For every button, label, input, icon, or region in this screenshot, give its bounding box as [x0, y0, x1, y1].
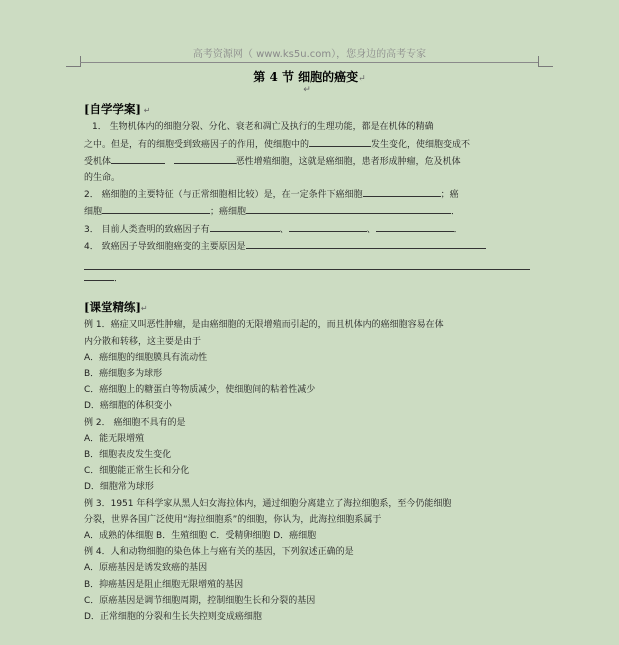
page-title-text: 第 4 节 细胞的癌变: [253, 70, 359, 84]
header-divider: [80, 62, 538, 63]
answer-blank[interactable]: [210, 221, 280, 232]
practice-heading-text: [课堂精练]: [84, 300, 141, 315]
answer-blank[interactable]: [174, 153, 236, 164]
q1-text: 受机体: [84, 156, 112, 167]
ex1-stem: 例 1．癌症又叫恶性肿瘤，是由癌细胞的无限增殖而引起的，而且机体内的癌细胞容易在体: [84, 320, 444, 331]
answer-blank[interactable]: [84, 255, 530, 270]
self-study-heading-text: [自学学案]: [84, 102, 141, 117]
q1-line: [84, 136, 530, 153]
q2-text: ；癌: [440, 190, 459, 201]
ex1-option: A．癌细胞的细胞膜具有流动性: [84, 352, 208, 363]
paragraph-mark-icon: ↵: [358, 74, 366, 84]
q3-text: 3． 目前人类查明的致癌因子有: [84, 224, 210, 235]
ex3-stem: 例 3．1951 年科学家从黑人妇女海拉体内，通过细胞分离建立了海拉细胞系，至今仍能细胞: [84, 498, 452, 509]
q4-line: ．: [84, 270, 530, 287]
q4-text: 4． 致癌因子导致细胞癌变的主要原因是: [84, 241, 246, 252]
q2-line: 细胞 ；癌细胞 ．: [84, 203, 530, 220]
q2-text: ；癌细胞: [210, 207, 247, 218]
ex4-option: C．原癌基因是调节细胞周期，控制细胞生长和分裂的基因: [84, 595, 316, 606]
answer-blank[interactable]: [84, 270, 114, 281]
q1-line: [84, 153, 530, 170]
ex4-stem: 例 4．人和动物细胞的染色体上与癌有关的基因，下列叙述正确的是: [84, 547, 354, 558]
q4-line: [84, 238, 530, 255]
q2-text: 细胞: [84, 207, 103, 218]
ex4-option: A．原癌基因是诱发致癌的基因: [84, 563, 208, 574]
answer-blank[interactable]: [246, 238, 486, 249]
paragraph-mark-icon: ↵: [143, 106, 151, 116]
ex2-option: C．细胞能正常生长和分化: [84, 466, 190, 477]
q1-line: 的生命。: [84, 173, 121, 184]
ex1-option: C．癌细胞上的糖蛋白等物质减少，使细胞间的粘着性减少: [84, 385, 316, 396]
answer-blank[interactable]: [111, 153, 165, 164]
answer-blank[interactable]: [376, 221, 454, 232]
q2-line: [84, 186, 530, 203]
q1-line: 1． 生物机体内的细胞分裂、分化、衰老和凋亡及执行的生理功能，都是在机体的精确: [92, 122, 434, 133]
answer-blank[interactable]: [246, 203, 451, 214]
answer-blank[interactable]: [363, 186, 441, 197]
ex4-option: B．抑癌基因是阻止细胞无限增殖的基因: [84, 579, 244, 590]
page-header-source: 高考资源网（ www.ks5u.com），您身边的高考专家: [192, 49, 427, 60]
q1-text: 之中。但是，有的细胞受到致癌因子的作用，使细胞中的: [84, 139, 310, 150]
ex2-stem: 例 2． 癌细胞不具有的是: [84, 417, 186, 428]
document-body: [84, 82, 530, 625]
ex1-option: B．癌细胞多为球形: [84, 369, 163, 380]
spacer: [84, 287, 530, 299]
ex4-option: D．正常细胞的分裂和生长失控则变成癌细胞: [84, 612, 262, 623]
answer-blank[interactable]: [309, 136, 371, 147]
ex2-option: A．能无限增殖: [84, 433, 145, 444]
q1-text: 发生变化，使细胞变成不: [371, 139, 471, 150]
ex3-options: A．成熟的体细胞 B．生殖细胞 C．受精卵细胞 D．癌细胞: [84, 531, 317, 542]
q1-text: 恶性增殖细胞，这就是癌细胞，患者形成肿瘤，危及机体: [235, 156, 461, 167]
ex2-option: D．细胞常为球形: [84, 482, 154, 493]
ex1-stem: 内分散和转移，这主要是由于: [84, 336, 202, 347]
ex1-option: D．癌细胞的体积变小: [84, 401, 172, 412]
practice-heading: [84, 299, 530, 317]
answer-blank[interactable]: [102, 203, 210, 214]
ex2-option: B．细胞表皮发生变化: [84, 450, 172, 461]
self-study-heading: [84, 101, 530, 119]
q3-line: 3． 目前人类查明的致癌因子有 、 、 ．: [84, 221, 530, 238]
empty-paragraph: ↵: [303, 85, 311, 95]
ex3-stem: 分裂，世界各国广泛使用“海拉细胞系”的细胞，你认为，此海拉细胞系属于: [84, 514, 382, 525]
answer-blank[interactable]: [289, 221, 367, 232]
paragraph-mark-icon: ↵: [140, 304, 148, 314]
q2-text: 2． 癌细胞的主要特征（与正常细胞相比较）是，在一定条件下癌细胞: [84, 190, 363, 201]
